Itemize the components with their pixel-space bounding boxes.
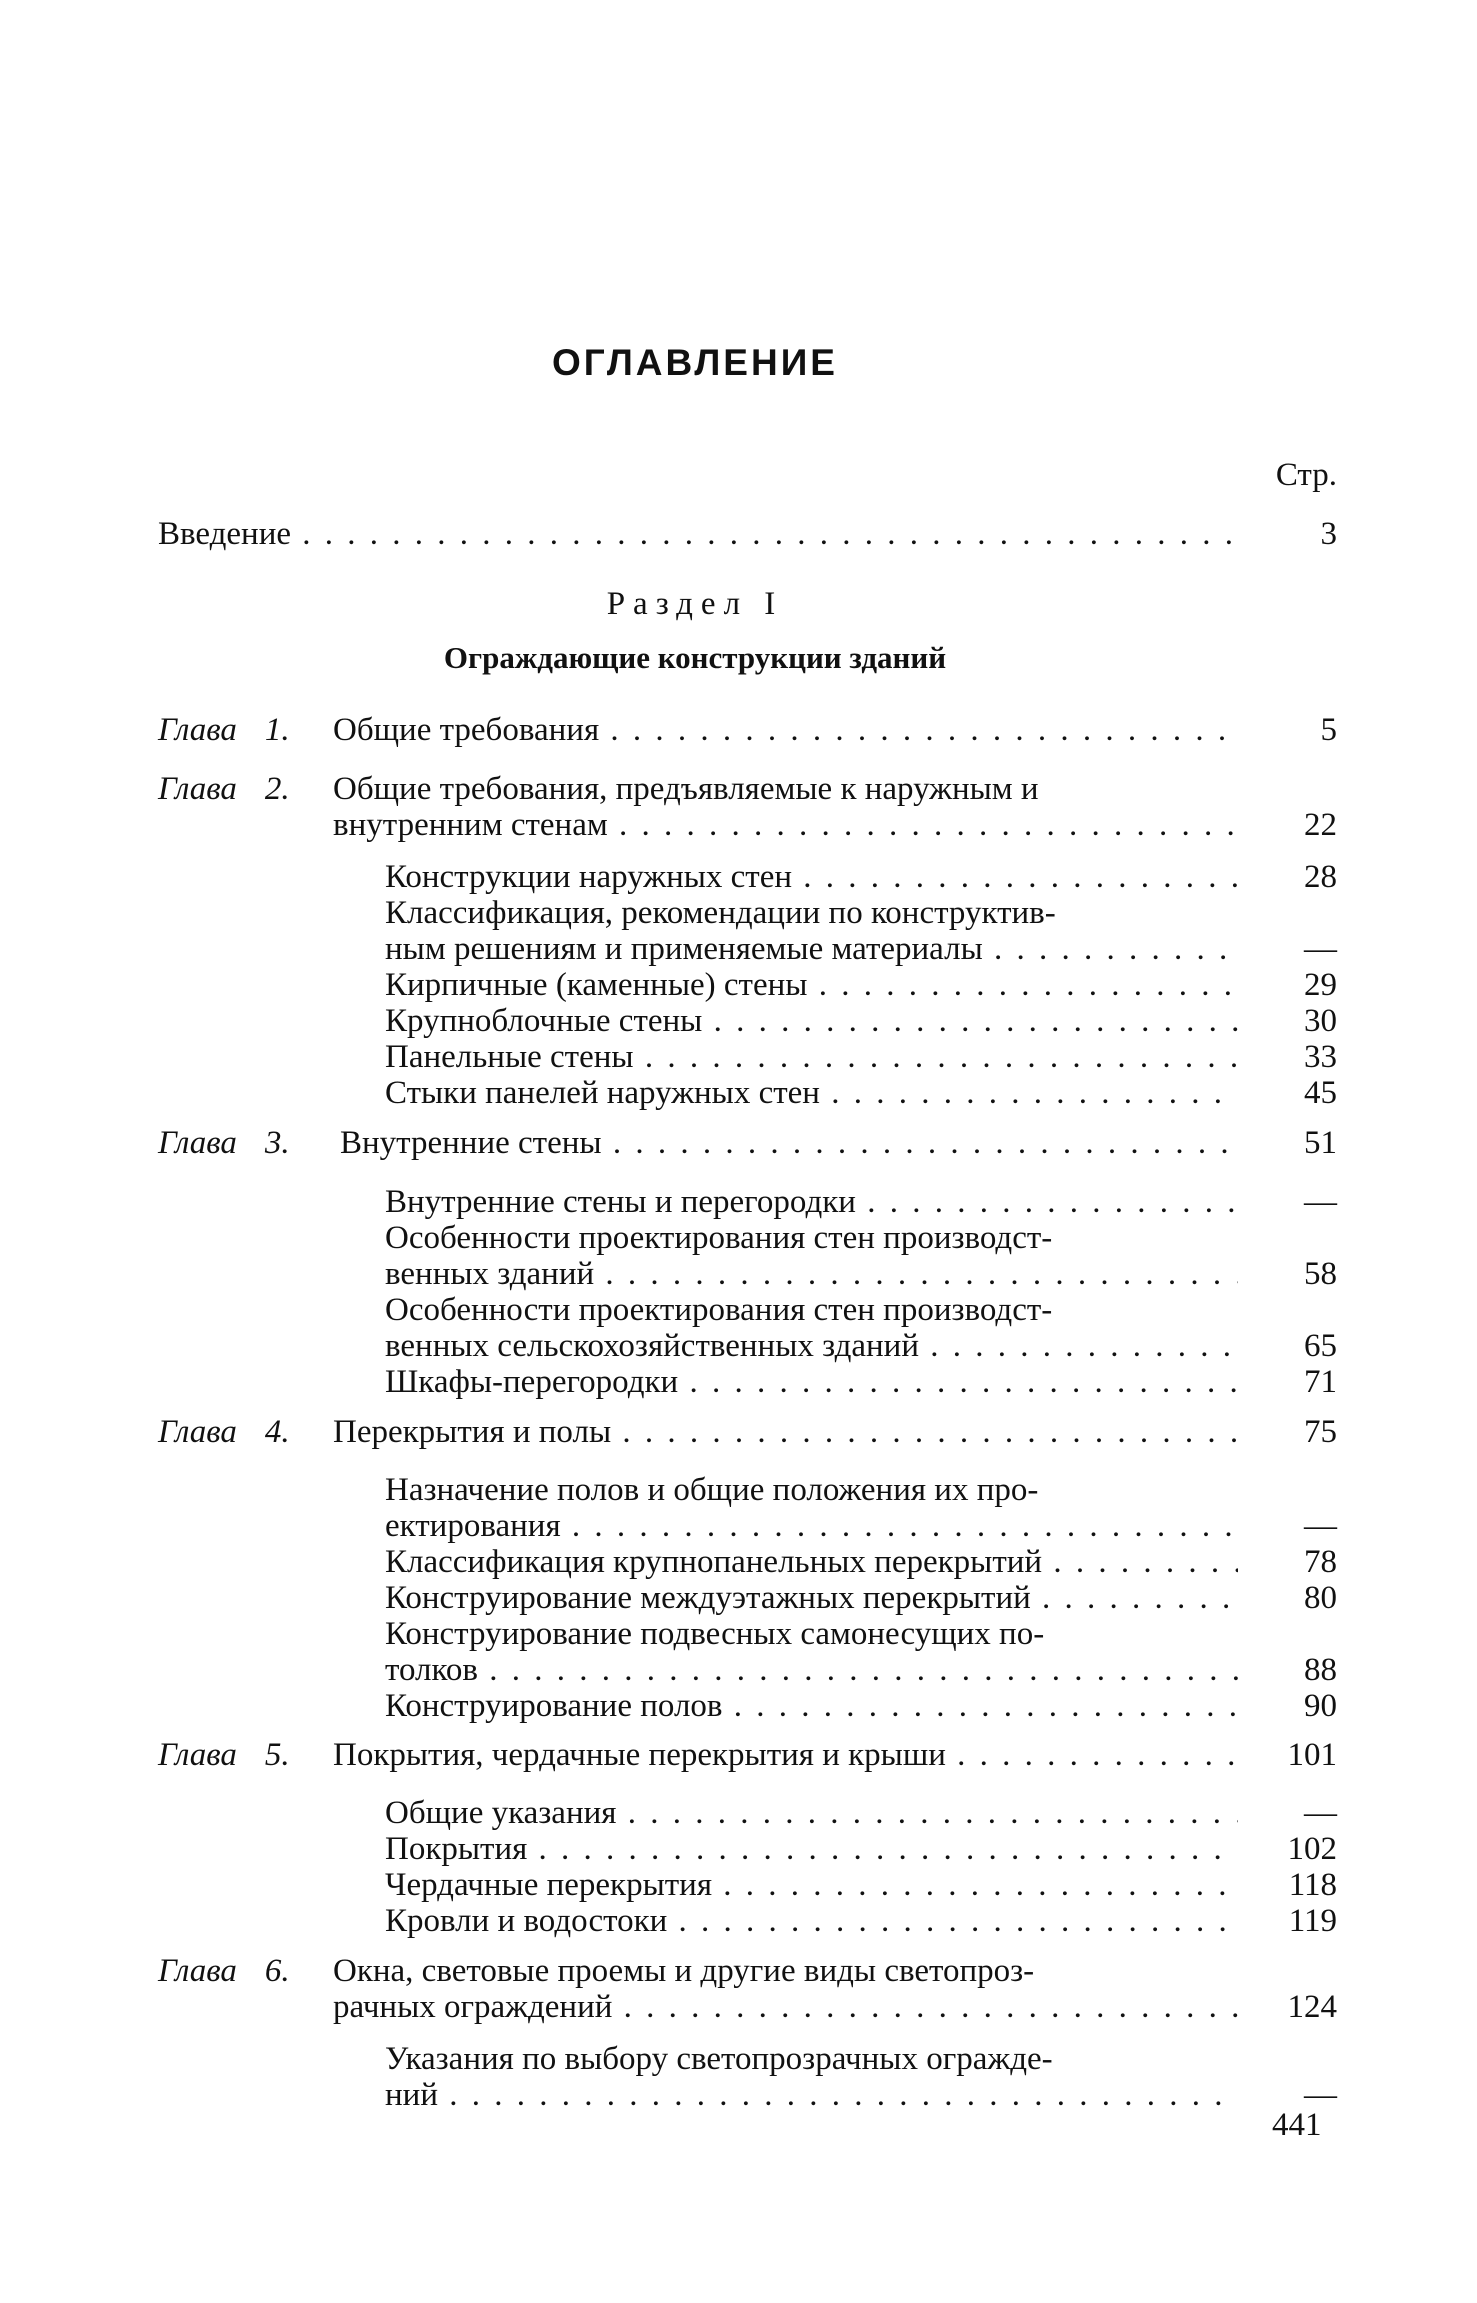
chapter-label: [158, 1125, 290, 1161]
toc-subentry: [0, 967, 1477, 1003]
chapter-number: 3.: [264, 1125, 290, 1161]
entry-page: 22: [1304, 807, 1337, 843]
toc-chapter-6-cont: [0, 1989, 1477, 2025]
toc-subentry: [0, 1364, 1477, 1400]
toc-subentry: [0, 1867, 1477, 1903]
toc-chapter-2: [0, 771, 1477, 807]
chapter-label: [158, 1737, 290, 1773]
page-column-header: Стр.: [1275, 457, 1337, 493]
entry-page: 29: [1304, 967, 1337, 1003]
toc-subentry: [0, 1184, 1477, 1220]
entry-page: 33: [1304, 1039, 1337, 1075]
entry-page: 58: [1304, 1256, 1337, 1292]
entry-page: 101: [1287, 1737, 1337, 1773]
subentry-title-cont: венных зданий . . .: [385, 1256, 1238, 1292]
toc-subentry-cont: [0, 2077, 1477, 2113]
subentry-title-cont: венных сельскохозяйственных зданий . . .: [385, 1328, 1238, 1364]
entry-page: 3: [1320, 516, 1337, 552]
toc-subentry: [0, 1688, 1477, 1724]
chapter-title: Общие требования . . .: [333, 712, 1238, 748]
toc-subentry-cont: [0, 1328, 1477, 1364]
subentry-title: Стыки панелей наружных стен . . .: [385, 1075, 1238, 1111]
toc-subentry: [0, 1220, 1477, 1256]
entry-page: —: [1304, 2077, 1337, 2113]
entry-page: 45: [1304, 1075, 1337, 1111]
chapter-title: Перекрытия и полы . . .: [333, 1414, 1238, 1450]
chapter-label: [158, 1953, 290, 1989]
toc-subentry: [0, 1003, 1477, 1039]
subentry-title: Конструирование подвесных самонесущих по-: [385, 1616, 1045, 1652]
toc-subentry: [0, 1580, 1477, 1616]
subentry-title: Чердачные перекрытия . . .: [385, 1867, 1238, 1903]
chapter-label: [158, 712, 290, 748]
toc-chapter-1: [0, 712, 1477, 748]
toc-chapter-3: [0, 1125, 1477, 1161]
subentry-title-cont: ний . . .: [385, 2077, 1238, 2113]
subentry-title: Классификация, рекомендации по конструктив-: [385, 895, 1056, 931]
subentry-title: Конструкции наружных стен . . .: [385, 859, 1238, 895]
entry-page: 51: [1304, 1125, 1337, 1161]
toc-subentry: [0, 1544, 1477, 1580]
subentry-title: Конструирование междуэтажных перекрытий . . .: [385, 1580, 1238, 1616]
entry-page: 88: [1304, 1652, 1337, 1688]
entry-page: 119: [1288, 1903, 1337, 1939]
toc-chapter-5: [0, 1737, 1477, 1773]
toc-subentry: [0, 1903, 1477, 1939]
entry-page: —: [1304, 1795, 1337, 1831]
subentry-title: Внутренние стены и перегородки . . .: [385, 1184, 1238, 1220]
page-title: ОГЛАВЛЕНИЕ: [552, 342, 838, 383]
subentry-title: Общие указания . . .: [385, 1795, 1238, 1831]
toc-subentry: [0, 1075, 1477, 1111]
section-label: Раздел I: [606, 586, 784, 622]
toc-chapter-6: [0, 1953, 1477, 1989]
subentry-title: Шкафы-перегородки . . .: [385, 1364, 1238, 1400]
toc-subentry: [0, 1472, 1477, 1508]
entry-page: 71: [1304, 1364, 1337, 1400]
subentry-title: Кирпичные (каменные) стены . . .: [385, 967, 1238, 1003]
chapter-number: 6.: [264, 1953, 290, 1989]
chapter-title: Общие требования, предъявляемые к наружным и: [333, 771, 1039, 807]
subentry-title-cont: ектирования . . .: [385, 1508, 1238, 1544]
chapter-label: [158, 771, 290, 807]
glava-word: Глава: [158, 1414, 237, 1450]
subentry-title: Указания по выбору светопрозрачных огражде-: [385, 2041, 1053, 2077]
entry-page: 28: [1304, 859, 1337, 895]
subentry-title-cont: толков . . .: [385, 1652, 1238, 1688]
chapter-title-cont: рачных ограждений . . .: [333, 1989, 1238, 2025]
entry-page: 118: [1288, 1867, 1337, 1903]
entry-page: 30: [1304, 1003, 1337, 1039]
entry-page: 124: [1287, 1989, 1337, 2025]
entry-page: 78: [1304, 1544, 1337, 1580]
page-number: 441: [1272, 2107, 1322, 2143]
entry-page: 75: [1304, 1414, 1337, 1450]
chapter-title: Внутренние стены . . .: [340, 1125, 1238, 1161]
toc-chapter-4: [0, 1414, 1477, 1450]
chapter-title: Покрытия, чердачные перекрытия и крыши . . .: [333, 1737, 1238, 1773]
entry-page: 102: [1287, 1831, 1337, 1867]
subentry-title: Крупноблочные стены . . .: [385, 1003, 1238, 1039]
entry-page: 5: [1320, 712, 1337, 748]
chapter-number: 2.: [264, 771, 290, 807]
entry-page: —: [1304, 1508, 1337, 1544]
toc-subentry-cont: [0, 1256, 1477, 1292]
entry-page: —: [1304, 931, 1337, 967]
entry-page: 80: [1304, 1580, 1337, 1616]
toc-subentry: [0, 1795, 1477, 1831]
glava-word: Глава: [158, 771, 237, 807]
subentry-title: Назначение полов и общие положения их про-: [385, 1472, 1039, 1508]
toc-subentry: [0, 1292, 1477, 1328]
toc-subentry-cont: [0, 1508, 1477, 1544]
toc-subentry: [0, 1039, 1477, 1075]
chapter-number: 1.: [264, 712, 290, 748]
toc-subentry: [0, 1616, 1477, 1652]
glava-word: Глава: [158, 712, 237, 748]
subentry-title: Классификация крупнопанельных перекрытий . . .: [385, 1544, 1238, 1580]
glava-word: Глава: [158, 1737, 237, 1773]
chapter-title: Окна, световые проемы и другие виды светопроз-: [333, 1953, 1035, 1989]
chapter-title-cont: внутренним стенам . . .: [333, 807, 1238, 843]
subentry-title: Конструирование полов . . .: [385, 1688, 1238, 1724]
subentry-title: Покрытия . . .: [385, 1831, 1238, 1867]
subentry-title: Особенности проектирования стен производст-: [385, 1292, 1053, 1328]
glava-word: Глава: [158, 1953, 237, 1989]
section-title: Ограждающие конструкции зданий: [443, 640, 947, 675]
glava-word: Глава: [158, 1125, 237, 1161]
toc-subentry-cont: [0, 931, 1477, 967]
chapter-number: 4.: [264, 1414, 290, 1450]
subentry-title: Панельные стены . . .: [385, 1039, 1238, 1075]
toc-subentry: [0, 859, 1477, 895]
entry-page: 65: [1304, 1328, 1337, 1364]
toc-entry-intro: [0, 516, 1477, 552]
toc-subentry: [0, 895, 1477, 931]
toc-chapter-2-cont: [0, 807, 1477, 843]
subentry-title: Особенности проектирования стен производст-: [385, 1220, 1053, 1256]
toc-subentry: [0, 2041, 1477, 2077]
subentry-title-cont: ным решениям и применяемые материалы . . .: [385, 931, 1238, 967]
entry-label: Введение . . .: [158, 516, 1238, 552]
toc-subentry: [0, 1831, 1477, 1867]
subentry-title: Кровли и водостоки . . .: [385, 1903, 1238, 1939]
entry-page: —: [1304, 1184, 1337, 1220]
toc-subentry-cont: [0, 1652, 1477, 1688]
chapter-label: [158, 1414, 290, 1450]
entry-page: 90: [1304, 1688, 1337, 1724]
chapter-number: 5.: [264, 1737, 290, 1773]
